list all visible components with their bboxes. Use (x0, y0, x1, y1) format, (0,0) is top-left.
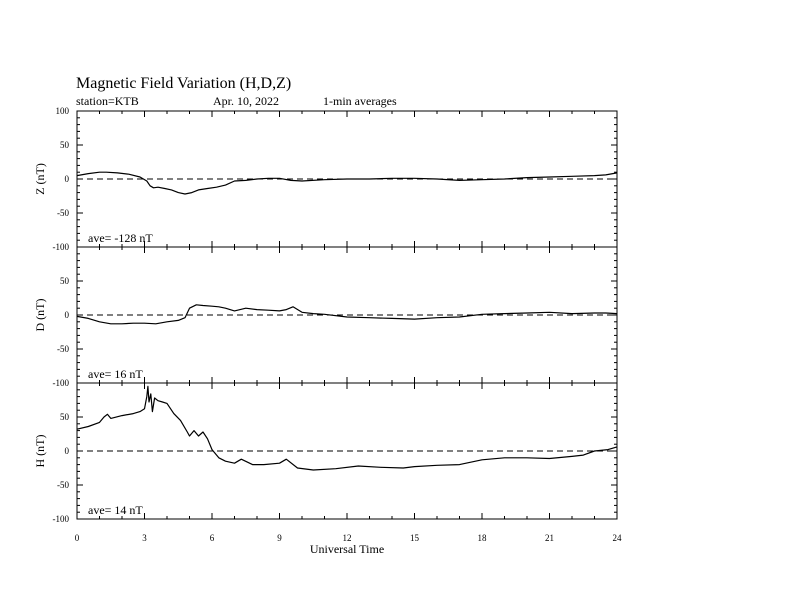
x-tick-label: 12 (342, 533, 352, 543)
x-tick-label: 18 (477, 533, 487, 543)
x-tick-label: 3 (142, 533, 147, 543)
x-axis-title: Universal Time (309, 542, 385, 556)
panel-d-series-line (77, 305, 617, 324)
panel-h-ytick-label: 50 (60, 412, 69, 422)
panel-h-ytick-label: 0 (64, 446, 69, 456)
panel-h-ytick-label: -50 (57, 480, 69, 490)
x-tick-label: 0 (74, 533, 80, 543)
panel-d-average: ave= 16 nT (88, 367, 143, 381)
x-tick-label: 9 (277, 533, 282, 543)
averaging-label: 1-min averages (323, 94, 397, 108)
panel-z-ylabel: Z (nT) (33, 163, 47, 195)
panel-d-ytick-label: 0 (64, 310, 69, 320)
x-tick-label: 15 (410, 533, 419, 543)
panel-z-average: ave= -128 nT (88, 231, 153, 245)
panel-z-ytick-label: 100 (55, 106, 69, 116)
station-label: station=KTB (76, 94, 139, 108)
date-label: Apr. 10, 2022 (213, 94, 279, 108)
panel-z-ytick-label: -50 (57, 208, 69, 218)
panel-z-ytick-label: 50 (60, 140, 69, 150)
panel-d-ytick-label: 50 (60, 276, 69, 286)
panel-h-ytick-label: -100 (52, 514, 69, 524)
panel-h-average: ave= 14 nT (88, 503, 143, 517)
panel-z-series-line (77, 172, 617, 194)
panel-z-ytick-label: -100 (52, 242, 69, 252)
panel-d-ylabel: D (nT) (33, 298, 47, 332)
x-tick-label: 6 (209, 533, 215, 543)
panel-d-ytick-label: -50 (57, 344, 69, 354)
panel-h-ylabel: H (nT) (33, 434, 47, 468)
panel-z-ytick-label: 0 (64, 174, 69, 184)
x-tick-label: 21 (545, 533, 554, 543)
panel-d-ytick-label: -100 (52, 378, 69, 388)
x-tick-label: 24 (612, 533, 622, 543)
chart-title: Magnetic Field Variation (H,D,Z) (76, 75, 292, 92)
panel-h-series-line (77, 386, 617, 470)
